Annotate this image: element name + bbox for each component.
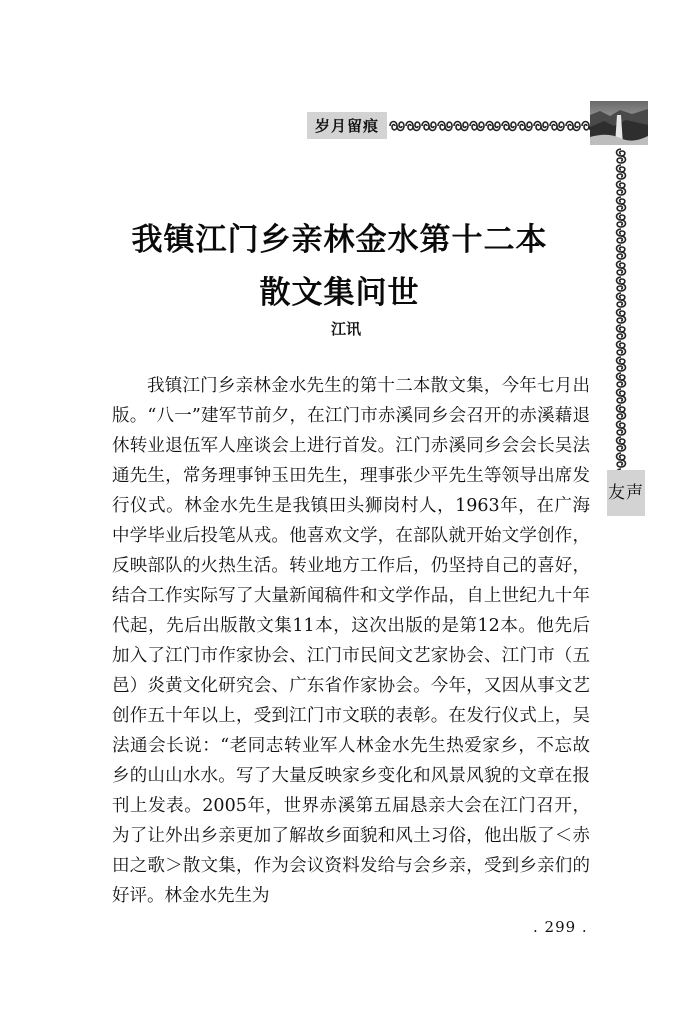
article-title-line-2: 散文集问世 (259, 275, 420, 311)
section-label: 岁月留痕 (307, 112, 387, 139)
header-ornament-icon (389, 116, 590, 136)
page-number: . 299 . (533, 918, 588, 936)
article-byline: 江讯 (330, 320, 361, 338)
article-body: 我镇江门乡亲林金水先生的第十二本散文集，今年七月出版。“八一”建军节前夕，在江门市赤溪同乡会召开的赤溪藉退休转业退伍军人座谈会上进行首发。江门赤溪同乡会会长吴法通先生，常务理事钟玉田先生，理事张少平先生等领导出席发行仪式。林金水先生是我镇田头狮岗村人，1963年，在广海中学毕业后投笔从戎。他喜欢文学，在部队就开始文学创作，反映部队的火热生活。转业地方工作后，仍坚持自己的喜好，结合工作实际写了大量新闻稿件和文学作品，自上世纪九十年代起，先后出版散文集11本，这次出版的是第12本。他先后加入了江门市作家协会、江门市民间文艺家协会、江门市（五邑）炎黄文化研究会、广东省作家协会。今年，又因从事文艺创作五十年以上，受到江门市文联的表彰。在发行仪式上，吴法通会长说：“老同志转业军人林金水先生热爱家乡，不忘故乡的山山水水。写了大量反映家乡变化和风景风貌的文章在报刊上发表。2005年，世界赤溪第五届恳亲大会在江门召开，为了让外出乡亲更加了解故乡面貌和风土习俗，他出版了＜赤田之歌＞散文集，作为会议资料发给与会乡亲，受到乡亲们的好评。林金水先生为 (112, 376, 590, 906)
side-tab-label: 友声 (608, 482, 644, 503)
article-title-line-1: 我镇江门乡亲林金水第十二本 (131, 222, 548, 258)
landscape-photo (590, 101, 648, 145)
side-section-tab (607, 470, 645, 516)
